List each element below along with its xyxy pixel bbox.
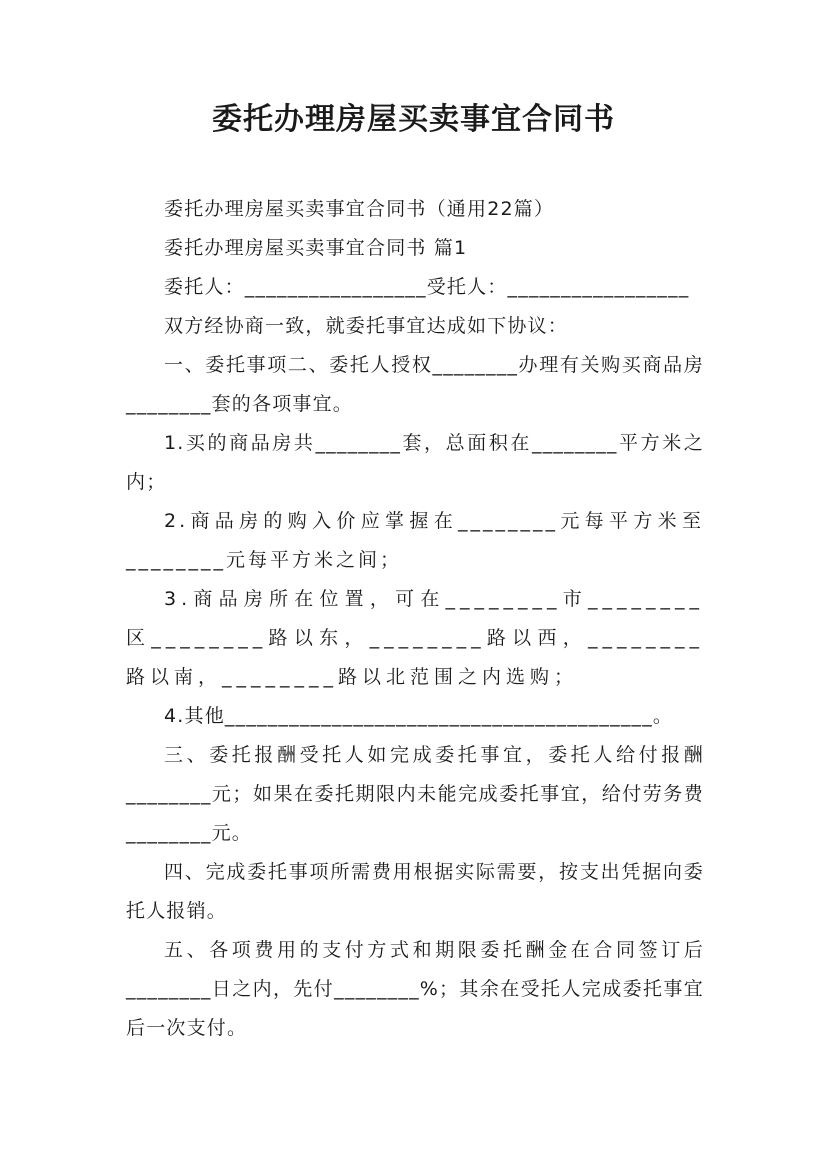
document-title: 委托办理房屋买卖事宜合同书: [212, 102, 615, 137]
document-body: [126, 190, 704, 1048]
paragraph-clause-4: 四、完成委托事项所需费用根据实际需要，按支出凭据向委托人报销。: [126, 861, 704, 922]
paragraph-item-4: 4.其他________________________________________。: [164, 705, 674, 727]
paragraph-section-header: 委托办理房屋买卖事宜合同书 篇1: [164, 237, 468, 259]
paragraph-clause-5: 五、各项费用的支付方式和期限委托酬金在合同签订后________日之内，先付________%；其余在受托人完成委托事宜后一次支付。: [126, 939, 704, 1039]
paragraph-agreement-intro: 双方经协商一致，就委托事宜达成如下协议：: [164, 315, 569, 337]
paragraph-item-1: 1.买的商品房共________套，总面积在________平方米之内；: [126, 432, 704, 493]
paragraph-clause-1-2: 一、委托事项二、委托人授权________办理有关购买商品房________套的各项事宜。: [126, 354, 704, 415]
paragraph-item-3: 3.商品房所在位置，可在________市________区________路以东，________路以西，________路以南，________路以北范围之内选购；: [126, 588, 704, 688]
paragraph-parties: 委托人：_________________受托人：_________________: [164, 276, 690, 298]
paragraph-clause-3: 三、委托报酬受托人如完成委托事宜，委托人给付报酬________元；如果在委托期限内未能完成委托事宜，给付劳务费________元。: [126, 744, 704, 844]
paragraph-subtitle: 委托办理房屋买卖事宜合同书（通用22篇）: [164, 198, 555, 220]
paragraph-item-2: 2.商品房的购入价应掌握在________元每平方米至________元每平方米之间；: [126, 510, 704, 571]
